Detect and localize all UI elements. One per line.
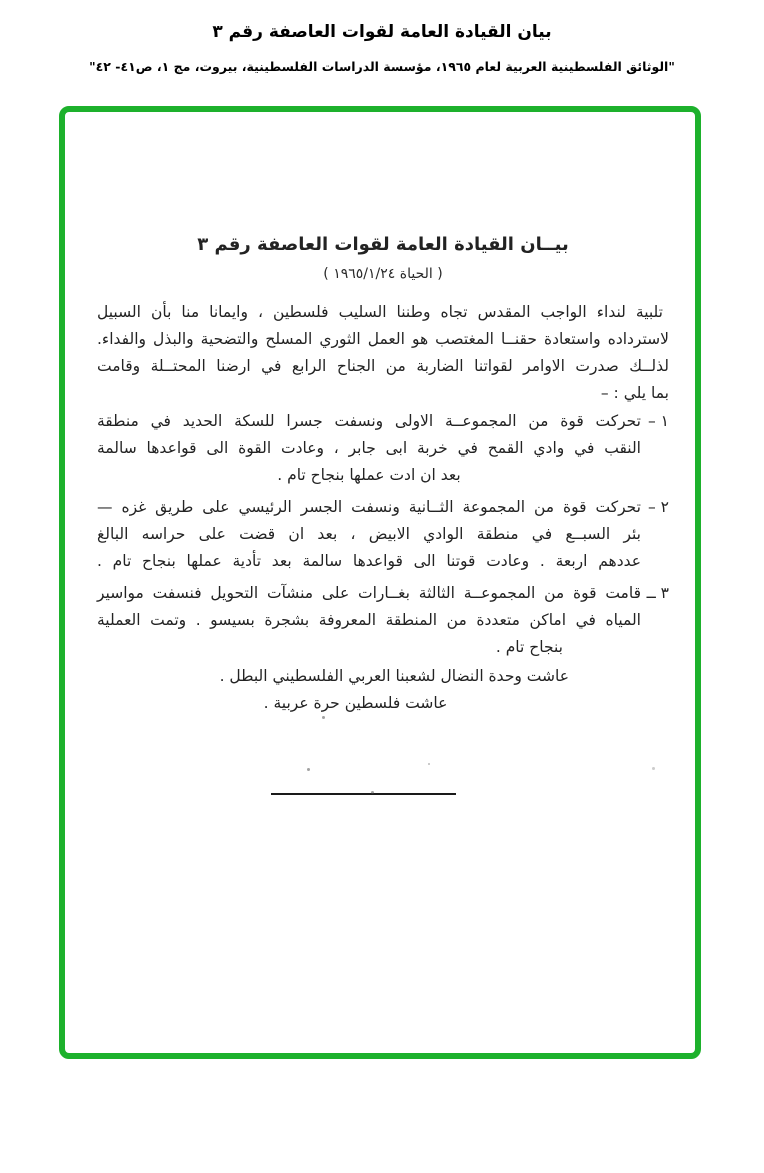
list-item bbox=[97, 408, 669, 489]
document-body bbox=[97, 299, 669, 795]
text-line: تحركت قوة من المجموعــة الاولى ونسفت جسرا للسكة الحديد في منطقة bbox=[97, 412, 641, 430]
item-text bbox=[97, 580, 641, 661]
item-text bbox=[97, 408, 641, 489]
scan-speck bbox=[428, 763, 430, 765]
text-line: لاسترداده واستعادة حقنــا المغتصب هو العمل الثوري المسلح والتضحية والبذل والفداء. bbox=[97, 330, 669, 348]
text-line: تحركت قوة من المجموعة الثــانية ونسفت الجسر الرئيسي على طريق غزه — bbox=[97, 498, 641, 516]
text-line: بنجاح تام . bbox=[495, 638, 563, 656]
scan-speck bbox=[322, 716, 325, 719]
list-item bbox=[97, 494, 669, 575]
item-number: ٣ ــ bbox=[646, 584, 669, 602]
header-title: بيان القيادة العامة لقوات العاصفة رقم ٣ bbox=[212, 22, 552, 42]
item-text bbox=[97, 494, 641, 575]
footer-divider-line bbox=[271, 793, 456, 795]
scan-speck bbox=[652, 767, 655, 770]
header-citation: "الوثائق الفلسطينية العربية لعام ١٩٦٥، مؤسسة الدراسات الفلسطينية، بيروت، مج ١، ص٤١- ٤٢" bbox=[89, 59, 675, 74]
item-number: ٢ – bbox=[647, 498, 669, 516]
text-line: قامت قوة من المجموعــة الثالثة بغــارات على منشآت التحويل فنسفت مواسير bbox=[97, 584, 641, 602]
numbered-list bbox=[97, 408, 669, 661]
item-number: ١ – bbox=[647, 412, 669, 430]
text-line: النقب في وادي القمح في خربة ابى جابر ، وعادت القوة الى قواعدها سالمة bbox=[97, 439, 641, 457]
closing-paragraph bbox=[97, 663, 669, 717]
text-line: المياه في اماكن متعددة من المنطقة المعروفة بشجرة بسيسو . وتمت العملية bbox=[97, 611, 641, 629]
scan-speck bbox=[307, 768, 310, 771]
intro-paragraph bbox=[97, 299, 669, 407]
page-header bbox=[0, 0, 764, 76]
text-line: بعد ان ادت عملها بنجاح تام . bbox=[277, 466, 461, 484]
text-line: لذلــك صدرت الاوامر لقواتنا الضاربة من الجناح الرابع في ارضنا المحتــلة وقامت bbox=[97, 357, 669, 375]
text-line: بما يلي : – bbox=[600, 384, 669, 402]
document-dateline: ( الحياة ١٩٦٥/١/٢٤ ) bbox=[323, 266, 443, 282]
text-line: عاشت وحدة النضال لشعبنا العربي الفلسطيني البطل . bbox=[219, 667, 569, 685]
text-line: تلبية لنداء الواجب المقدس تجاه وطننا السليب فلسطين ، وايمانا منا بأن السبيل bbox=[97, 303, 663, 321]
scan-speck bbox=[371, 791, 374, 794]
list-item bbox=[97, 580, 669, 661]
text-line: عاشت فلسطين حرة عربية . bbox=[263, 694, 448, 712]
scanned-document-frame bbox=[59, 106, 701, 1059]
document-title: بيــان القيادة العامة لقوات العاصفة رقم ٣ bbox=[197, 234, 569, 255]
text-line: عددهم اربعة . وعادت قوتنا الى قواعدها سالمة بعد تأدية عملها بنجاح تام . bbox=[97, 552, 641, 570]
scanned-document-page bbox=[65, 232, 695, 1173]
text-line: بئر السبــع في منطقة الوادي الابيض ، بعد ان قضت على حراسه البالغ bbox=[97, 525, 641, 543]
